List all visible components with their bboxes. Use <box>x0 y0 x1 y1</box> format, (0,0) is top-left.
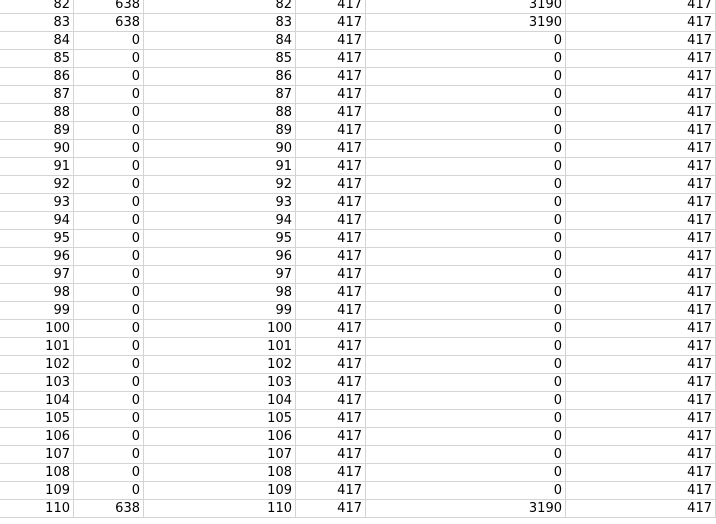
table-cell[interactable]: 417 <box>296 320 366 337</box>
table-cell[interactable]: 93 <box>144 194 296 211</box>
table-cell[interactable]: 96 <box>0 248 74 265</box>
table-cell[interactable]: 0 <box>366 392 566 409</box>
table-cell[interactable]: 417 <box>566 266 716 283</box>
table-cell[interactable]: 0 <box>366 122 566 139</box>
table-cell[interactable]: 417 <box>296 338 366 355</box>
table-cell[interactable]: 0 <box>74 212 144 229</box>
table-cell[interactable]: 417 <box>296 230 366 247</box>
table-cell[interactable]: 95 <box>144 230 296 247</box>
table-cell[interactable]: 417 <box>566 320 716 337</box>
table-cell[interactable]: 0 <box>74 338 144 355</box>
table-cell[interactable]: 0 <box>366 410 566 427</box>
table-cell[interactable]: 417 <box>296 140 366 157</box>
table-cell[interactable]: 0 <box>366 212 566 229</box>
table-cell[interactable]: 417 <box>296 356 366 373</box>
table-cell[interactable]: 417 <box>296 50 366 67</box>
table-cell[interactable]: 0 <box>366 356 566 373</box>
table-row <box>0 356 716 374</box>
table-cell[interactable]: 92 <box>0 176 74 193</box>
table-cell[interactable]: 417 <box>296 0 366 13</box>
table-cell[interactable]: 417 <box>566 194 716 211</box>
table-row <box>0 410 716 428</box>
table-cell[interactable]: 0 <box>74 482 144 499</box>
table-row <box>0 428 716 446</box>
table-cell[interactable]: 417 <box>566 230 716 247</box>
table-cell[interactable]: 0 <box>74 230 144 247</box>
table-cell[interactable]: 99 <box>144 302 296 319</box>
table-cell[interactable]: 0 <box>74 122 144 139</box>
table-row <box>0 374 716 392</box>
table-cell[interactable]: 0 <box>366 68 566 85</box>
table-cell[interactable]: 100 <box>0 320 74 337</box>
table-row <box>0 68 716 86</box>
table-row <box>0 248 716 266</box>
table-cell[interactable]: 417 <box>566 104 716 121</box>
table-cell[interactable]: 417 <box>566 284 716 301</box>
table-cell[interactable]: 103 <box>0 374 74 391</box>
table-cell[interactable]: 417 <box>566 500 716 517</box>
table-cell[interactable]: 95 <box>0 230 74 247</box>
table-row <box>0 482 716 500</box>
table-cell[interactable]: 417 <box>296 86 366 103</box>
table-cell[interactable]: 417 <box>296 446 366 463</box>
table-cell[interactable]: 93 <box>0 194 74 211</box>
table-cell[interactable]: 84 <box>0 32 74 49</box>
table-cell[interactable]: 0 <box>74 248 144 265</box>
table-cell[interactable]: 0 <box>74 194 144 211</box>
table-row <box>0 500 716 518</box>
table-cell[interactable]: 0 <box>74 320 144 337</box>
table-row <box>0 320 716 338</box>
table-cell[interactable]: 89 <box>144 122 296 139</box>
table-cell[interactable]: 417 <box>296 500 366 517</box>
table-cell[interactable]: 109 <box>0 482 74 499</box>
table-cell[interactable]: 0 <box>74 446 144 463</box>
table-cell[interactable]: 417 <box>296 104 366 121</box>
table-row <box>0 284 716 302</box>
table-cell[interactable]: 0 <box>366 50 566 67</box>
table-cell[interactable]: 417 <box>566 428 716 445</box>
table-cell[interactable]: 99 <box>0 302 74 319</box>
table-cell[interactable]: 417 <box>296 302 366 319</box>
table-cell[interactable]: 83 <box>144 14 296 31</box>
table-row <box>0 194 716 212</box>
table-cell[interactable]: 417 <box>296 176 366 193</box>
table-row <box>0 212 716 230</box>
table-cell[interactable]: 0 <box>74 410 144 427</box>
table-cell[interactable]: 103 <box>144 374 296 391</box>
table-cell[interactable]: 0 <box>74 68 144 85</box>
table-cell[interactable]: 104 <box>0 392 74 409</box>
table-cell[interactable]: 0 <box>366 320 566 337</box>
table-cell[interactable]: 417 <box>296 410 366 427</box>
table-cell[interactable]: 638 <box>74 14 144 31</box>
table-row <box>0 14 716 32</box>
table-cell[interactable]: 0 <box>366 338 566 355</box>
table-cell[interactable]: 417 <box>566 374 716 391</box>
table-cell[interactable]: 417 <box>296 248 366 265</box>
table-row <box>0 50 716 68</box>
table-row <box>0 140 716 158</box>
table-cell[interactable]: 417 <box>296 14 366 31</box>
table-cell[interactable]: 0 <box>366 374 566 391</box>
table-cell[interactable]: 100 <box>144 320 296 337</box>
table-cell[interactable]: 417 <box>566 158 716 175</box>
table-cell[interactable]: 83 <box>0 14 74 31</box>
table-row <box>0 392 716 410</box>
table-cell[interactable]: 0 <box>366 464 566 481</box>
table-cell[interactable]: 98 <box>144 284 296 301</box>
table-cell[interactable]: 105 <box>0 410 74 427</box>
table-cell[interactable]: 87 <box>144 86 296 103</box>
table-row <box>0 446 716 464</box>
table-cell[interactable]: 417 <box>566 338 716 355</box>
table-row <box>0 122 716 140</box>
table-cell[interactable]: 0 <box>366 428 566 445</box>
table-cell[interactable]: 86 <box>0 68 74 85</box>
table-cell[interactable]: 0 <box>74 356 144 373</box>
table-cell[interactable]: 106 <box>0 428 74 445</box>
table-cell[interactable]: 85 <box>144 50 296 67</box>
table-cell[interactable]: 96 <box>144 248 296 265</box>
table-cell[interactable]: 91 <box>0 158 74 175</box>
table-cell[interactable]: 417 <box>296 266 366 283</box>
table-cell[interactable]: 417 <box>296 464 366 481</box>
table-cell[interactable]: 638 <box>74 500 144 517</box>
table-cell[interactable]: 107 <box>144 446 296 463</box>
table-cell[interactable]: 0 <box>366 284 566 301</box>
table-cell[interactable]: 0 <box>74 50 144 67</box>
table-cell[interactable]: 3190 <box>366 500 566 517</box>
table-cell[interactable]: 417 <box>566 410 716 427</box>
table-cell[interactable]: 0 <box>74 86 144 103</box>
table-cell[interactable]: 105 <box>144 410 296 427</box>
table-cell[interactable]: 638 <box>74 0 144 13</box>
table-cell[interactable]: 0 <box>74 140 144 157</box>
table-cell[interactable]: 0 <box>366 482 566 499</box>
table-cell[interactable]: 417 <box>566 14 716 31</box>
table-cell[interactable]: 0 <box>366 176 566 193</box>
table-cell[interactable]: 417 <box>566 212 716 229</box>
table-cell[interactable]: 3190 <box>366 0 566 13</box>
table-cell[interactable]: 0 <box>74 266 144 283</box>
table-cell[interactable]: 97 <box>144 266 296 283</box>
table-cell[interactable]: 417 <box>566 446 716 463</box>
table-cell[interactable]: 417 <box>566 464 716 481</box>
table-cell[interactable]: 102 <box>144 356 296 373</box>
table-cell[interactable]: 417 <box>566 248 716 265</box>
table-cell[interactable]: 0 <box>366 158 566 175</box>
table-cell[interactable]: 0 <box>366 266 566 283</box>
table-cell[interactable]: 3190 <box>366 14 566 31</box>
table-cell[interactable]: 417 <box>296 392 366 409</box>
table-cell[interactable]: 108 <box>0 464 74 481</box>
table-cell[interactable]: 0 <box>74 374 144 391</box>
table-cell[interactable]: 0 <box>74 464 144 481</box>
table-cell[interactable]: 417 <box>566 50 716 67</box>
table-cell[interactable]: 417 <box>566 302 716 319</box>
table-cell[interactable]: 0 <box>74 392 144 409</box>
table-cell[interactable]: 0 <box>74 302 144 319</box>
table-row <box>0 176 716 194</box>
table-cell[interactable]: 0 <box>366 248 566 265</box>
table-cell[interactable]: 0 <box>74 32 144 49</box>
table-cell[interactable]: 417 <box>566 122 716 139</box>
table-cell[interactable]: 107 <box>0 446 74 463</box>
table-cell[interactable]: 98 <box>0 284 74 301</box>
table-cell[interactable]: 89 <box>0 122 74 139</box>
table-cell[interactable]: 97 <box>0 266 74 283</box>
table-cell[interactable]: 0 <box>74 104 144 121</box>
table-cell[interactable]: 417 <box>296 284 366 301</box>
table-cell[interactable]: 417 <box>566 482 716 499</box>
table-cell[interactable]: 0 <box>74 284 144 301</box>
table-cell[interactable]: 85 <box>0 50 74 67</box>
table-cell[interactable]: 0 <box>366 194 566 211</box>
table-cell[interactable]: 0 <box>366 32 566 49</box>
table-row <box>0 338 716 356</box>
table-cell[interactable]: 104 <box>144 392 296 409</box>
table-cell[interactable]: 417 <box>296 32 366 49</box>
table-row <box>0 464 716 482</box>
table-cell[interactable]: 90 <box>144 140 296 157</box>
table-row <box>0 266 716 284</box>
table-cell[interactable]: 88 <box>144 104 296 121</box>
table-cell[interactable]: 417 <box>296 158 366 175</box>
table-row <box>0 158 716 176</box>
table-cell[interactable]: 101 <box>0 338 74 355</box>
table-cell[interactable]: 417 <box>296 194 366 211</box>
table-cell[interactable]: 94 <box>144 212 296 229</box>
table-cell[interactable]: 417 <box>566 32 716 49</box>
table-row <box>0 230 716 248</box>
table-cell[interactable]: 110 <box>144 500 296 517</box>
table-row <box>0 32 716 50</box>
table-cell[interactable]: 417 <box>566 140 716 157</box>
table-cell[interactable]: 0 <box>366 86 566 103</box>
table-cell[interactable]: 82 <box>0 0 74 13</box>
table-cell[interactable]: 84 <box>144 32 296 49</box>
table-row <box>0 0 716 14</box>
table-cell[interactable]: 417 <box>566 0 716 13</box>
table-cell[interactable]: 90 <box>0 140 74 157</box>
table-cell[interactable]: 417 <box>566 392 716 409</box>
table-cell[interactable]: 417 <box>566 68 716 85</box>
table-cell[interactable]: 102 <box>0 356 74 373</box>
table-cell[interactable]: 106 <box>144 428 296 445</box>
table-cell[interactable]: 91 <box>144 158 296 175</box>
table-cell[interactable]: 0 <box>366 446 566 463</box>
table-row <box>0 86 716 104</box>
table-cell[interactable]: 417 <box>566 356 716 373</box>
table-cell[interactable]: 94 <box>0 212 74 229</box>
table-cell[interactable]: 417 <box>296 374 366 391</box>
table-cell[interactable]: 92 <box>144 176 296 193</box>
table-row <box>0 302 716 320</box>
table-row <box>0 104 716 122</box>
table-cell[interactable]: 0 <box>366 104 566 121</box>
table-cell[interactable]: 86 <box>144 68 296 85</box>
table-cell[interactable]: 0 <box>366 230 566 247</box>
table-cell[interactable]: 417 <box>296 122 366 139</box>
table-cell[interactable]: 108 <box>144 464 296 481</box>
table-cell[interactable]: 417 <box>296 212 366 229</box>
table-cell[interactable]: 0 <box>366 302 566 319</box>
table-cell[interactable]: 101 <box>144 338 296 355</box>
table-cell[interactable]: 87 <box>0 86 74 103</box>
table-cell[interactable]: 0 <box>74 176 144 193</box>
table-cell[interactable]: 0 <box>74 428 144 445</box>
table-cell[interactable]: 110 <box>0 500 74 517</box>
table-cell[interactable]: 82 <box>144 0 296 13</box>
table-cell[interactable]: 0 <box>74 158 144 175</box>
table-cell[interactable]: 88 <box>0 104 74 121</box>
table-cell[interactable]: 417 <box>296 68 366 85</box>
table-cell[interactable]: 417 <box>296 482 366 499</box>
table-cell[interactable]: 417 <box>566 86 716 103</box>
table-cell[interactable]: 417 <box>296 428 366 445</box>
table-cell[interactable]: 109 <box>144 482 296 499</box>
table-cell[interactable]: 417 <box>566 176 716 193</box>
table-cell[interactable]: 0 <box>366 140 566 157</box>
